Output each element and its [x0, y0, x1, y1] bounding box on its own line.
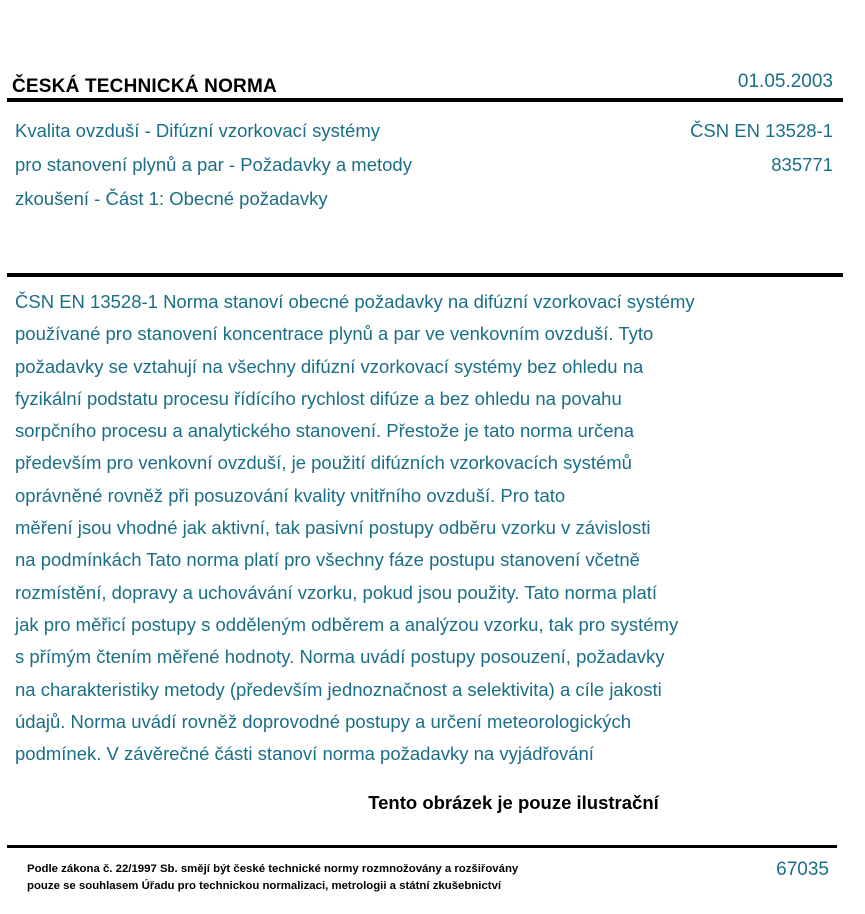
abstract-line: údajů. Norma uvádí rovněž doprovodné postupy a určení meteorologických [15, 710, 631, 732]
subject-line: Kvalita ovzduší - Difúzní vzorkovací systémy [15, 120, 380, 141]
abstract-line: oprávněné rovněž při posuzování kvality vnitřního ovzduší. Pro tato [15, 484, 566, 506]
abstract-line: rozmístění, dopravy a uchovávání vzorku, pokud jsou použity. Tato norma platí [15, 581, 658, 603]
abstract-line: s přímým čtením měřené hodnoty. Norma uvádí postupy posouzení, požadavky [15, 646, 665, 668]
page-title: ČESKÁ TECHNICKÁ NORMA [12, 76, 277, 97]
subject-line: pro stanovení plynů a par - Požadavky a metody [15, 154, 412, 175]
subject-line: zkoušení - Část 1: Obecné požadavky [15, 188, 328, 209]
document-number: 67035 [776, 859, 829, 880]
legal-line: Podle zákona č. 22/1997 Sb. smějí být české technické normy rozmnožovány a rozšiřovány [27, 863, 519, 875]
section-divider [7, 273, 843, 277]
illustration-notice: Tento obrázek je pouze ilustrační [368, 792, 659, 813]
standard-identifiers [690, 114, 833, 182]
abstract-line: používané pro stanovení koncentrace plynů a par ve venkovním ovzduší. Tyto [15, 323, 654, 345]
abstract-line: požadavky se vztahují na všechny difúzní vzorkovací systémy bez ohledu na [15, 355, 644, 377]
footer-divider [7, 845, 837, 848]
abstract-text [15, 286, 845, 770]
header-divider [7, 98, 843, 102]
standard-designation: ČSN EN 13528-1 [690, 120, 833, 141]
abstract-line: na podmínkách Tato norma platí pro všechny fáze postupu stanovení včetně [15, 549, 640, 571]
abstract-line: na charakteristiky metody (především jednoznačnost a selektivita) a cíle jakosti [15, 678, 662, 700]
legal-notice [27, 861, 518, 895]
abstract-line: měření jsou vhodné jak aktivní, tak pasivní postupy odběru vzorku v závislosti [15, 517, 651, 539]
standard-class-code: 835771 [771, 154, 833, 175]
standard-subject [15, 114, 412, 216]
legal-line: pouze se souhlasem Úřadu pro technickou normalizaci, metrologii a státní zkušebnictví [27, 880, 502, 892]
abstract-line: ČSN EN 13528-1 Norma stanoví obecné požadavky na difúzní vzorkovací systémy [15, 291, 695, 312]
abstract-line: podmínek. V závěrečné části stanoví norma požadavky na vyjádřování [15, 743, 594, 765]
abstract-line: fyzikální podstatu procesu řídícího rychlost difúze a bez ohledu na povahu [15, 387, 622, 409]
publication-date: 01.05.2003 [737, 71, 833, 92]
abstract-line: především pro venkovní ovzduší, je použití difúzních vzorkovacích systémů [15, 452, 632, 474]
abstract-line: jak pro měřicí postupy s odděleným odběrem a analýzou vzorku, tak pro systémy [15, 613, 679, 635]
abstract-line: sorpčního procesu a analytického stanovení. Přestože je tato norma určena [15, 420, 635, 442]
